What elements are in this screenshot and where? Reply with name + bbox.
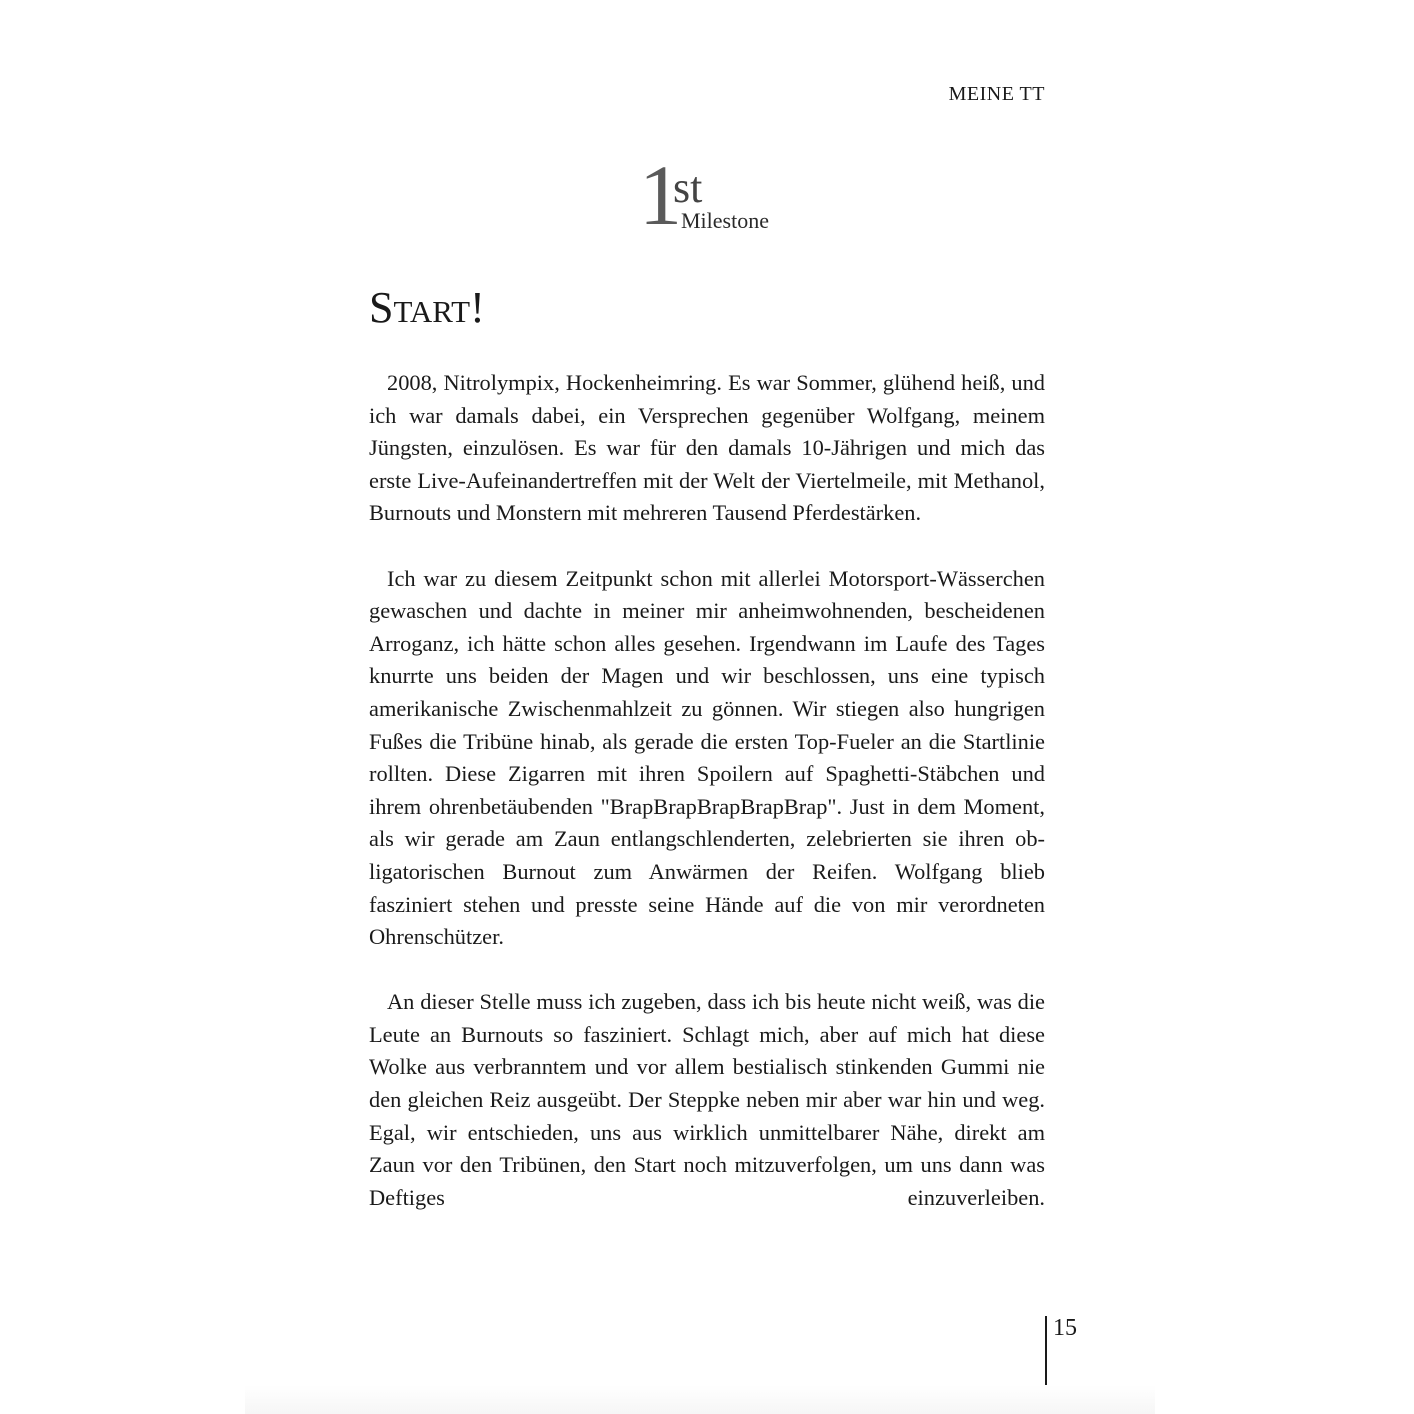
page-number: 15: [1053, 1315, 1077, 1341]
paragraph: Ich war zu diesem Zeitpunkt schon mit allerlei Motorsport-Wässerchen gewaschen und dachte in meiner mir anheimwohnenden, bescheidenen Arroganz, ich hätte schon alles gesehen. Irgendwann im Laufe des Tages knurrte uns beiden der Magen und wir beschlossen, uns eine typisch amerikanische Zwischenmahlzeit zu gönnen. Wir stiegen also hungrigen Fußes die Tribüne hinab, als gerade die ersten Top-Fueler an die Startlinie rollten. Diese Zigarren mit ihren Spoilern auf Spaghetti-Stäbchen und ihrem ohrenbetäubenden "BrapBrapBrapBrapBrap". Just in dem Moment, als wir gerade am Zaun entlangschlenderten, zelebrierten sie ihren obligatorischen Burnout zum Anwärmen der Reifen. Wolfgang blieb fasziniert stehen und presste seine Hände auf die von mir verordneten Ohrenschützer.: [369, 565, 1045, 950]
milestone-number: 1: [639, 147, 678, 243]
milestone-ordinal-suffix: st: [673, 163, 703, 212]
page-edge-shadow: [245, 1385, 1155, 1414]
paragraph: An dieser Stelle muss ich zugeben, dass ich bis heute nicht weiß, was die Leute an Burnouts so fasziniert. Schlagt mich, aber auf mich hat diese Wolke aus verbranntem und vor allem bestialisch stinkenden Gummi nie den gleichen Reiz ausgeübt. Der Steppke neben mir aber war hin und weg. Egal, wir entschieden, uns aus wirklich unmittelbarer Nähe, direkt am Zaun vor den Tribünen, den Start noch mitzuverfolgen, um uns dann was Deftiges einzuverleiben.: [369, 989, 1045, 1210]
chapter-title: Start!: [369, 283, 485, 332]
body-text: [369, 367, 1045, 1214]
paragraph: 2008, Nitrolympix, Hockenheimring. Es war Sommer, glühend heiß, und ich war damals dabei, ein Versprechen gegenüber Wolfgang, meinem Jüngsten, einzulösen. Es war für den damals 10-Jährigen und mich das erste Live-Aufeinandertreffen mit der Welt der Viertelmeile, mit Methanol, Burnouts und Monstern mit mehreren Tausend Pferdestärken.: [369, 370, 1045, 526]
running-header: MEINE TT: [948, 83, 1045, 105]
milestone-heading: [0, 147, 1414, 243]
milestone-label: Milestone: [681, 208, 769, 233]
